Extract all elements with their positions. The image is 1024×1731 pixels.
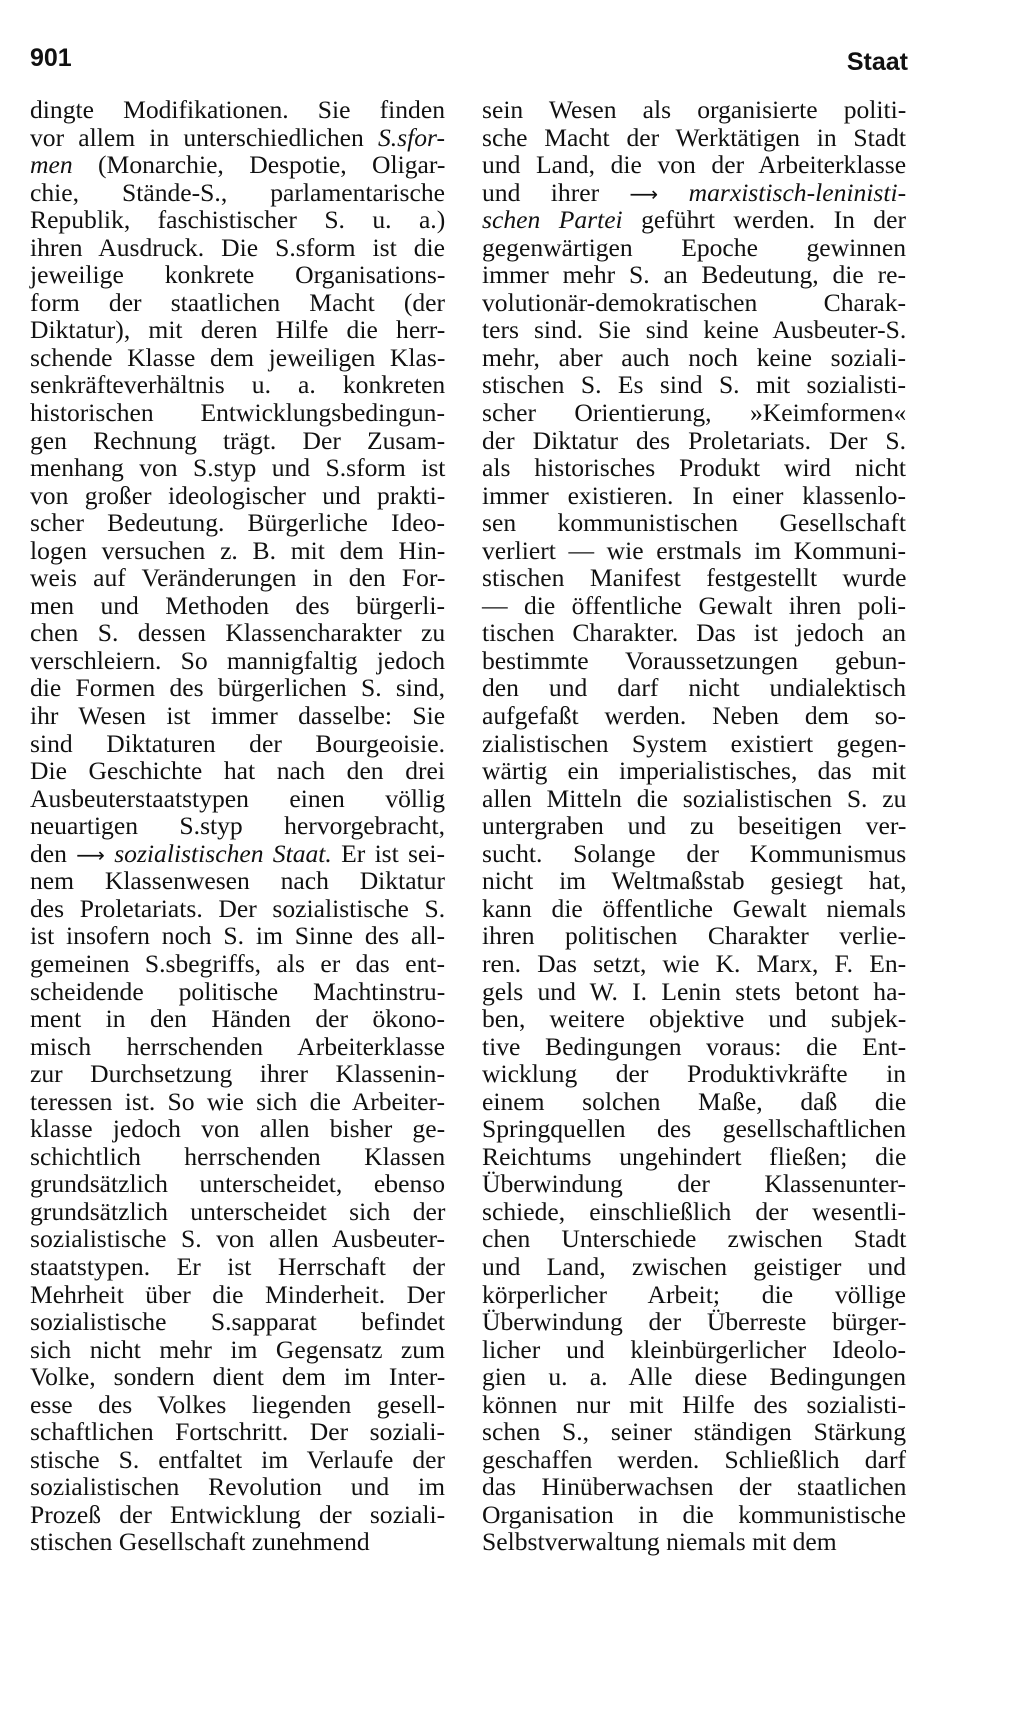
- text-line: [482, 454, 906, 482]
- text-segment: Die Geschichte hat nach den drei: [30, 756, 445, 786]
- text-segment: dingte Modifikationen. Sie finden: [30, 95, 445, 124]
- text-segment: staatstypen. Er ist Herrschaft der: [30, 1251, 445, 1281]
- text-segment: sein Wesen als organisierte politi-: [482, 95, 907, 124]
- text-line: [30, 1253, 445, 1281]
- text-segment: volutionär-demokratischen Charak-: [482, 287, 907, 317]
- text-segment: wärtig ein imperialistisches, das mit: [482, 756, 906, 786]
- text-line: [482, 1501, 906, 1529]
- text-line: [482, 1418, 906, 1446]
- text-segment: [105, 839, 114, 868]
- page-header: [30, 44, 908, 84]
- text-line: [30, 1198, 445, 1226]
- text-segment: jeweilige konkrete Organisations-: [30, 260, 446, 290]
- text-line: [30, 867, 445, 895]
- text-line: [482, 1005, 906, 1033]
- text-segment: chie, Stände-S., parlamentarische: [30, 177, 445, 207]
- text-line: [482, 922, 906, 950]
- text-segment: weis auf Veränderungen in den For-: [30, 563, 446, 593]
- text-line: [30, 757, 445, 785]
- text-line: [30, 647, 445, 675]
- text-segment: stischen Gesellschaft zunehmend: [30, 1527, 370, 1557]
- text-line: [30, 1363, 445, 1391]
- text-line: [482, 344, 906, 372]
- text-segment: sozialistische S.sapparat befindet: [30, 1307, 446, 1337]
- text-line: [482, 1033, 906, 1061]
- text-segment: das Hinüberwachsen der staatlichen: [482, 1472, 907, 1502]
- text-line: [482, 757, 906, 785]
- text-segment: gemeinen S.sbegriffs, als er das ent-: [30, 948, 445, 978]
- text-segment: logen versuchen z. B. mit dem Hin-: [30, 535, 446, 565]
- text-segment: immer mehr S. an Bedeutung, die re-: [482, 260, 906, 290]
- text-line: [482, 1281, 906, 1309]
- text-line: [30, 124, 445, 152]
- text-line: [30, 674, 445, 702]
- text-segment: kann die öffentliche Gewalt niemals: [482, 893, 906, 923]
- text-segment: als historisches Produkt wird nicht: [482, 453, 907, 483]
- text-line: [30, 1225, 445, 1253]
- text-segment: schende Klasse dem jeweiligen Klas-: [30, 342, 446, 372]
- text-line: [482, 96, 906, 124]
- text-line: [482, 1060, 906, 1088]
- text-line: [30, 454, 445, 482]
- text-segment: ihren politischen Charakter verlie-: [482, 921, 906, 951]
- text-line: [30, 1501, 445, 1529]
- text-line: [482, 151, 906, 179]
- text-line: [482, 812, 906, 840]
- text-line: [482, 840, 906, 868]
- text-segment: chen S. dessen Klassencharakter zu: [30, 618, 446, 648]
- text-segment: gels und W. I. Lenin stets betont ha-: [482, 976, 906, 1006]
- text-line: [30, 1143, 445, 1171]
- text-segment: stischen S. Es sind S. mit sozialisti-: [482, 370, 907, 400]
- text-segment: Mehrheit über die Minderheit. Der: [30, 1279, 445, 1309]
- text-line: [30, 1473, 445, 1501]
- text-segment: von großer ideologischer und prakti-: [30, 480, 446, 510]
- text-segment: Prozeß der Entwicklung der soziali-: [30, 1499, 446, 1529]
- text-segment: den: [30, 838, 77, 868]
- text-segment: körperlicher Arbeit; die völlige: [482, 1279, 906, 1309]
- text-line: [482, 1088, 906, 1116]
- text-segment: ment in den Händen der ökono-: [30, 1004, 445, 1034]
- text-segment: die Formen des bürgerlichen S. sind,: [30, 673, 445, 703]
- text-segment: gegenwärtigen Epoche gewinnen: [482, 232, 906, 262]
- text-segment: ihr Wesen ist immer dasselbe: Sie: [30, 701, 446, 731]
- text-segment: der Diktatur des Proletariats. Der S.: [482, 425, 907, 455]
- text-line: [482, 674, 906, 702]
- text-line: [482, 179, 906, 207]
- text-line: [30, 151, 445, 179]
- text-line: [30, 1308, 445, 1336]
- text-line: [30, 96, 445, 124]
- text-line: [30, 482, 445, 510]
- text-line: [30, 537, 445, 565]
- text-column-right: [482, 96, 906, 1556]
- text-segment: sozialistischen Revolution und im: [30, 1472, 445, 1502]
- text-segment: des Proletariats. Der sozialistische S.: [30, 893, 446, 923]
- text-segment: stische S. entfaltet im Verlaufe der: [30, 1444, 446, 1474]
- page-number: 901: [30, 44, 72, 72]
- text-segment: Ausbeuterstaatstypen einen völlig: [30, 783, 445, 813]
- text-line: [30, 922, 445, 950]
- text-line: [482, 1336, 906, 1364]
- text-line: [30, 427, 445, 455]
- text-line: [482, 564, 906, 592]
- text-line: [482, 399, 906, 427]
- text-line: [482, 234, 906, 262]
- text-segment: gen Rechnung trägt. Der Zusam-: [30, 425, 446, 455]
- text-line: [482, 867, 906, 895]
- text-line: [30, 1391, 445, 1419]
- text-line: [482, 1446, 906, 1474]
- text-line: [482, 1473, 906, 1501]
- text-segment: form der staatlichen Macht (der: [30, 287, 446, 317]
- text-line: [482, 1528, 906, 1556]
- text-line: [30, 1033, 445, 1061]
- text-line: [482, 124, 906, 152]
- text-line: [482, 1143, 906, 1171]
- text-segment: licher und kleinbürgerlicher Ideolo-: [482, 1334, 906, 1364]
- text-column-left: [30, 96, 445, 1556]
- text-segment: untergraben und zu beseitigen ver-: [482, 811, 907, 841]
- text-line: [482, 289, 906, 317]
- text-segment: geschaffen werden. Schließlich darf: [482, 1444, 906, 1474]
- text-segment: vor allem in unterschiedlichen: [30, 122, 378, 152]
- text-segment: Springquellen des gesellschaftlichen: [482, 1114, 906, 1144]
- text-line: [30, 1528, 445, 1556]
- text-segment: teressen ist. So wie sich die Arbeiter-: [30, 1086, 445, 1116]
- text-segment: Er ist sei-: [331, 838, 445, 868]
- text-line: [30, 234, 445, 262]
- text-segment: — die öffentliche Gewalt ihren poli-: [482, 590, 907, 620]
- text-segment: klasse jedoch von allen bisher ge-: [30, 1114, 446, 1144]
- text-segment: misch herrschenden Arbeiterklasse: [30, 1031, 445, 1061]
- emphasized-text: S.sfor-: [377, 122, 446, 152]
- text-segment: sich nicht mehr im Gegensatz zum: [30, 1334, 445, 1364]
- text-segment: verliert — wie erstmals im Kommuni-: [482, 535, 907, 565]
- text-line: [482, 592, 906, 620]
- emphasized-text: men: [30, 150, 73, 180]
- text-line: [482, 427, 906, 455]
- cross-reference-arrow-icon: ⟶: [629, 181, 659, 206]
- text-line: [30, 950, 445, 978]
- text-line: [30, 1446, 445, 1474]
- text-line: [30, 344, 445, 372]
- text-segment: Überwindung der Klassenunter-: [482, 1169, 906, 1199]
- text-line: [30, 509, 445, 537]
- text-line: [482, 647, 906, 675]
- text-line: [30, 289, 445, 317]
- text-line: [30, 812, 445, 840]
- text-line: [482, 371, 906, 399]
- text-segment: schen S., seiner ständigen Stärkung: [482, 1417, 906, 1447]
- text-line: [482, 1391, 906, 1419]
- text-segment: Reichtums ungehindert fließen; die: [482, 1141, 907, 1171]
- text-segment: schichtlich herrschenden Klassen: [30, 1141, 446, 1171]
- text-segment: esse des Volkes liegenden gesell-: [30, 1389, 445, 1419]
- text-segment: scher Bedeutung. Bürgerliche Ideo-: [30, 508, 445, 538]
- text-line: [30, 206, 445, 234]
- text-segment: ihren Ausdruck. Die S.sform ist die: [30, 232, 445, 262]
- text-segment: bestimmte Voraussetzungen gebun-: [482, 645, 906, 675]
- text-segment: neuartigen S.styp hervorgebracht,: [30, 811, 445, 841]
- text-segment: chen Unterschiede zwischen Stadt: [482, 1224, 907, 1254]
- text-line: [30, 564, 445, 592]
- text-segment: nem Klassenwesen nach Diktatur: [30, 866, 445, 896]
- text-line: [30, 261, 445, 289]
- text-segment: den und darf nicht undialektisch: [482, 673, 906, 703]
- text-segment: historischen Entwicklungsbedingun-: [30, 398, 445, 428]
- text-segment: und Land, zwischen geistiger und: [482, 1251, 906, 1281]
- text-line: [482, 1170, 906, 1198]
- text-line: [482, 619, 906, 647]
- text-segment: tischen Charakter. Das ist jedoch an: [482, 618, 906, 648]
- text-line: [30, 619, 445, 647]
- text-line: [482, 1363, 906, 1391]
- text-line: [30, 730, 445, 758]
- text-line: [482, 316, 906, 344]
- text-line: [482, 950, 906, 978]
- text-line: [482, 785, 906, 813]
- text-line: [482, 509, 906, 537]
- text-segment: senkräfteverhältnis u. a. konkreten: [30, 370, 446, 400]
- text-line: [482, 1225, 906, 1253]
- text-line: [30, 399, 445, 427]
- text-line: [30, 1281, 445, 1309]
- text-line: [30, 316, 445, 344]
- text-line: [482, 482, 906, 510]
- text-segment: zialistischen System existiert gegen-: [482, 728, 907, 758]
- text-line: [30, 785, 445, 813]
- text-line: [482, 261, 906, 289]
- text-segment: schiede, einschließlich der wesentli-: [482, 1196, 906, 1226]
- text-segment: tive Bedingungen voraus: die Ent-: [482, 1031, 907, 1061]
- text-segment: ren. Das setzt, wie K. Marx, F. En-: [482, 948, 907, 978]
- emphasized-text: sozialistischen Staat.: [114, 838, 332, 868]
- text-line: [30, 1418, 445, 1446]
- text-segment: können nur mit Hilfe des sozialisti-: [482, 1389, 906, 1419]
- text-line: [482, 1198, 906, 1226]
- text-segment: stischen Manifest festgestellt wurde: [482, 563, 907, 593]
- text-line: [482, 1253, 906, 1281]
- text-segment: men und Methoden des bürgerli-: [30, 590, 446, 620]
- text-segment: sozialistische S. von allen Ausbeuter-: [30, 1224, 445, 1254]
- text-line: [30, 1088, 445, 1116]
- text-line: [482, 206, 906, 234]
- text-segment: menhang von S.styp und S.sform ist: [30, 453, 446, 483]
- text-line: [30, 1115, 445, 1143]
- text-segment: sind Diktaturen der Bourgeoisie.: [30, 728, 445, 758]
- emphasized-text: marxistisch-leninisti-: [688, 177, 907, 207]
- text-line: [30, 1170, 445, 1198]
- text-segment: und Land, die von der Arbeiterklasse: [482, 150, 907, 180]
- text-segment: sche Macht der Werktätigen in Stadt: [482, 122, 907, 152]
- text-line: [30, 978, 445, 1006]
- text-segment: einem solchen Maße, daß die: [482, 1086, 907, 1116]
- text-line: [30, 1060, 445, 1088]
- text-line: [30, 1005, 445, 1033]
- text-line: [482, 537, 906, 565]
- text-segment: aufgefaßt werden. Neben dem so-: [482, 701, 907, 731]
- text-segment: zur Durchsetzung ihrer Klassenin-: [30, 1059, 445, 1089]
- text-segment: Diktatur), mit deren Hilfe die herr-: [30, 315, 446, 345]
- text-segment: scheidende politische Machtinstru-: [30, 976, 446, 1006]
- text-segment: allen Mitteln die sozialistischen S. zu: [482, 783, 907, 813]
- text-segment: geführt werden. In der: [622, 205, 906, 235]
- emphasized-text: schen Partei: [482, 205, 623, 235]
- text-line: [30, 1336, 445, 1364]
- text-segment: gien u. a. Alle diese Bedingungen: [482, 1362, 906, 1392]
- text-segment: ben, weitere objektive und subjek-: [482, 1004, 907, 1034]
- text-line: [30, 840, 445, 868]
- text-segment: grundsätzlich unterscheidet sich der: [30, 1196, 446, 1226]
- text-segment: sen kommunistischen Gesellschaft: [482, 508, 906, 538]
- text-line: [30, 179, 445, 207]
- text-segment: sucht. Solange der Kommunismus: [482, 838, 907, 868]
- text-line: [482, 1308, 906, 1336]
- text-segment: Volke, sondern dient dem im Inter-: [30, 1362, 446, 1392]
- text-segment: immer existieren. In einer klassenlo-: [482, 480, 906, 510]
- text-segment: grundsätzlich unterscheidet, ebenso: [30, 1169, 445, 1199]
- text-segment: Organisation in die kommunistische: [482, 1499, 906, 1529]
- text-segment: ters sind. Sie sind keine Ausbeuter-S.: [482, 315, 907, 345]
- text-segment: wicklung der Produktivkräfte in: [482, 1059, 906, 1089]
- text-segment: (Monarchie, Despotie, Oligar-: [72, 150, 446, 180]
- text-segment: Republik, faschistischer S. u. a.): [30, 205, 446, 235]
- text-segment: schaftlichen Fortschritt. Der soziali-: [30, 1417, 445, 1447]
- text-segment: Überwindung der Überreste bürger-: [482, 1307, 907, 1337]
- text-segment: verschleiern. So mannigfaltig jedoch: [30, 645, 445, 675]
- text-line: [482, 978, 906, 1006]
- text-line: [482, 895, 906, 923]
- running-head: Staat: [846, 48, 908, 76]
- text-segment: nicht im Weltmaßstab gesiegt hat,: [482, 866, 907, 896]
- text-segment: ist insofern noch S. im Sinne des all-: [30, 921, 445, 951]
- text-line: [482, 730, 906, 758]
- cross-reference-arrow-icon: ⟶: [76, 842, 105, 867]
- text-segment: mehr, aber auch noch keine soziali-: [482, 342, 906, 372]
- text-line: [482, 1115, 906, 1143]
- text-segment: scher Orientierung, »Keimformen«: [482, 398, 907, 428]
- text-line: [30, 702, 445, 730]
- text-line: [30, 895, 445, 923]
- text-line: [30, 592, 445, 620]
- text-segment: und ihrer: [482, 177, 630, 207]
- text-line: [30, 371, 445, 399]
- text-segment: [658, 178, 688, 207]
- text-segment: Selbstverwaltung niemals mit dem: [482, 1527, 837, 1557]
- text-line: [482, 702, 906, 730]
